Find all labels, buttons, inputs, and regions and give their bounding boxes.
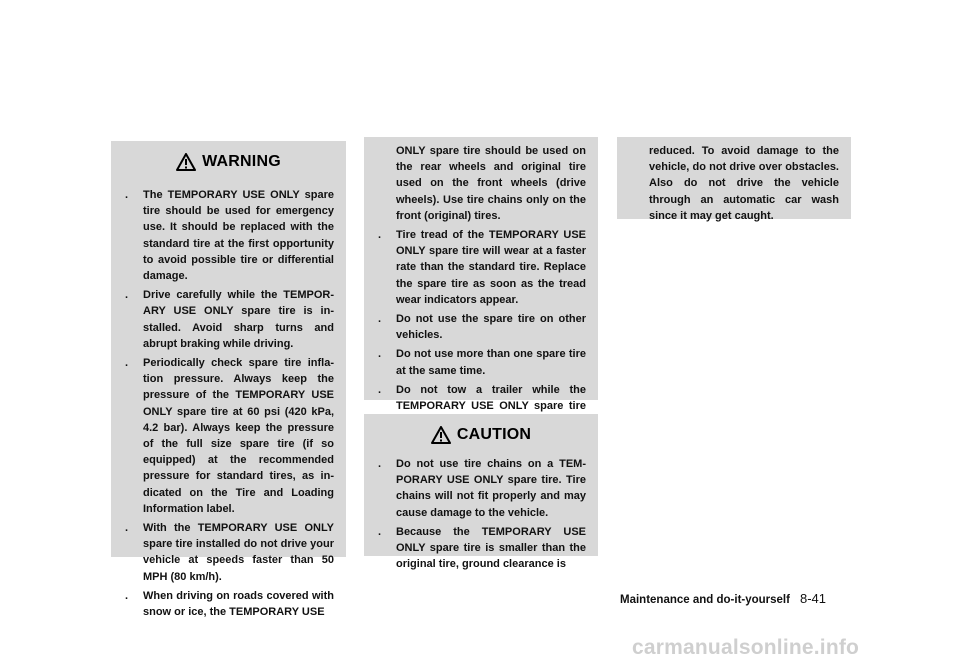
warning-box-col1: [111, 141, 346, 619]
caution-title: CAUTION: [456, 426, 532, 443]
caution-box-col2: [364, 414, 598, 571]
warning-triangle-icon: [176, 153, 196, 171]
warning-item-text: Tire tread of the TEMPORARY USE ONLY spare tire will wear at a faster rate than the standard tire. Replace the spare tire as soon as the tread wear indicators appear.: [396, 229, 586, 306]
warning-item-text: Do not use more than one spare tire at the same time.: [396, 348, 586, 377]
caution-continuation: reduced. To avoid damage to the vehicle, do not drive over obstacles. Also do not drive the vehicle through an automatic car wash since it may get caught.: [649, 145, 839, 222]
warning-item: [376, 227, 586, 308]
bullet: .: [378, 458, 382, 470]
bullet: .: [378, 383, 382, 396]
caution-item: [376, 456, 586, 521]
bullet: .: [378, 229, 382, 242]
caution-item-text: Because the TEMPORARY USE ONLY spare tire is smaller than the original tire, ground clearance is: [396, 525, 586, 571]
caution-item-text: Do not use tire chains on a TEM- PORARY USE ONLY spare tire. Tire chains will not fit properly and may cause damage to the vehicle.: [396, 458, 586, 519]
caution-heading: [376, 422, 586, 448]
warning-box-col2: [364, 137, 598, 413]
warning-item-text: The TEMPORARY USE ONLY spare tire should be used for emergency use. It should be replaced with the standard tire at the first opportunity to avoid possible tire or differential damage.: [143, 189, 334, 283]
warning-heading: [123, 149, 334, 175]
warning-item-text: Drive carefully while the TEMPOR- ARY USE ONLY spare tire is in- stalled. Avoid sharp turns and abrupt braking while driving.: [143, 289, 334, 350]
caution-triangle-icon: [431, 426, 451, 444]
warning-title: WARNING: [202, 153, 281, 170]
page-number: 8-41: [799, 591, 826, 606]
warning-item-text: When driving on roads covered with snow or ice, the TEMPORARY USE: [143, 589, 334, 619]
bullet: .: [378, 525, 382, 538]
bullet: .: [125, 289, 129, 302]
warning-list-continued: [376, 227, 586, 430]
warning-item-text: Do not use the spare tire on other vehicles.: [396, 313, 586, 342]
warning-item: [123, 287, 334, 352]
section-title: Maintenance and do-it-yourself: [620, 594, 790, 606]
warning-item: [376, 346, 586, 378]
page-footer: [620, 591, 840, 606]
bullet: .: [378, 313, 382, 326]
warning-item: [123, 588, 334, 620]
bullet: .: [125, 357, 129, 370]
warning-list: [123, 187, 334, 620]
watermark: carmanualsonline.info: [632, 636, 860, 659]
bullet: .: [125, 189, 129, 201]
warning-item-text: Periodically check spare tire infla- tion pressure. Always keep the pressure of the TEMPORARY USE ONLY spare tire at 60 psi (420 kPa, 4.2 bar). Always keep the pressure of the full size spare tire (if so equipped) at the recommended pressure for standard tires, as in- dicated on the Tire and Loading Information label.: [143, 357, 334, 515]
warning-continuation: ONLY spare tire should be used on the rear wheels and original tire used on the front wheels (drive wheels). Use tire chains only on the front (original) tires.: [396, 145, 586, 222]
bullet: .: [125, 522, 129, 535]
warning-item: [123, 355, 334, 517]
warning-item: [123, 520, 334, 585]
caution-box-col3: [617, 137, 851, 222]
bullet: .: [378, 348, 382, 361]
bullet: .: [125, 589, 129, 602]
warning-item: [123, 187, 334, 284]
caution-list: [376, 456, 586, 572]
warning-item-text: Do not tow a trailer while the TEMPORARY USE ONLY spare tire: [396, 383, 586, 413]
warning-item: [376, 311, 586, 343]
caution-item: [376, 524, 586, 573]
warning-item-text: With the TEMPORARY USE ONLY spare tire installed do not drive your vehicle at speeds faster than 50 MPH (80 km/h).: [143, 522, 334, 583]
